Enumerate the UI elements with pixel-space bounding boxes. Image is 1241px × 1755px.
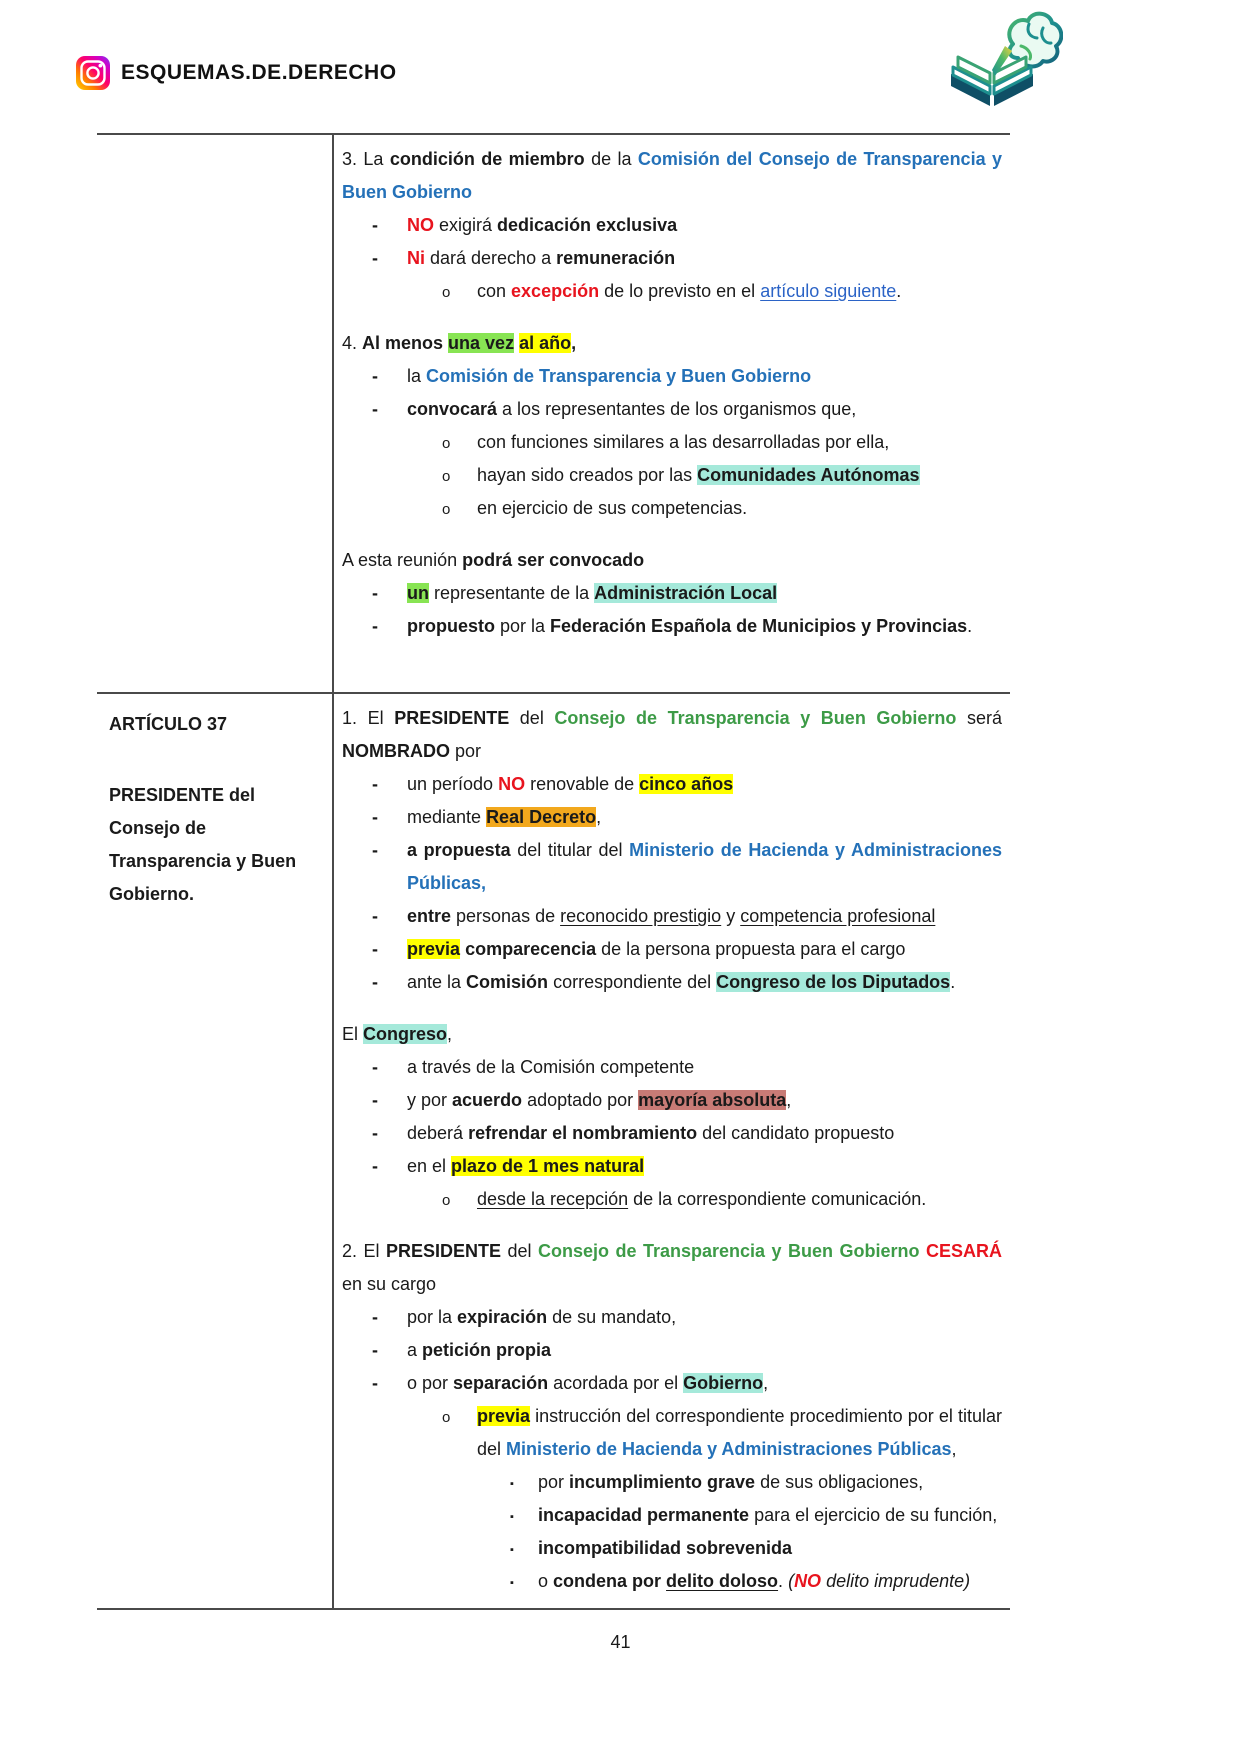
text-segment: en el [407, 1156, 452, 1176]
text-segment: entre [407, 906, 452, 926]
table-row-section-36 [97, 135, 1010, 692]
list-item [342, 900, 1002, 933]
list-item [342, 1400, 1002, 1466]
text-segment: incapacidad permanente [538, 1505, 750, 1525]
text-segment: mayoría absoluta [638, 1090, 787, 1110]
text-segment: petición propia [422, 1340, 552, 1360]
text-segment: CESARÁ [925, 1241, 1002, 1261]
text-segment: Comisión [466, 972, 549, 992]
text-segment: competencia profesional [740, 906, 936, 926]
bullet-marker: ▪ [510, 1577, 514, 1589]
instagram-icon [75, 55, 111, 91]
bullet-marker: - [372, 972, 378, 992]
bullet-marker: ▪ [510, 1511, 514, 1523]
text-segment: Consejo de Transparencia y Buen Gobierno [554, 708, 957, 728]
bullet-marker: o [442, 1192, 451, 1209]
text-segment: acordada por el [548, 1373, 684, 1393]
text-segment: una vez [448, 333, 515, 353]
text-segment: ante la [407, 972, 467, 992]
text-segment: refrendar el nombramiento [468, 1123, 698, 1143]
article-content-cell [332, 135, 1010, 692]
text-segment: del candidato propuesto [697, 1123, 895, 1143]
bullet-marker: - [372, 1340, 378, 1360]
text-segment: instrucción del correspondiente procedimiento por el titular del [477, 1406, 1002, 1459]
page-footer [0, 1632, 1241, 1653]
bullet-marker: - [372, 807, 378, 827]
text-segment: mediante [407, 807, 487, 827]
text-segment: o [538, 1571, 554, 1591]
list-item [342, 1466, 1002, 1499]
text-segment: para el ejercicio de su función, [749, 1505, 998, 1525]
bullet-marker: - [372, 906, 378, 926]
bullet-marker: - [372, 939, 378, 959]
bullet-marker: ▪ [510, 1478, 514, 1490]
list-item [342, 1532, 1002, 1565]
text-segment: renovable de [525, 774, 640, 794]
text-segment: desde la recepción [477, 1189, 629, 1209]
bullet-marker: - [372, 1373, 378, 1393]
text-segment: de la persona propuesta para el cargo [596, 939, 906, 959]
text-segment: previa [477, 1406, 531, 1426]
text-segment: NO [794, 1571, 822, 1591]
text-segment: plazo de 1 mes natural [451, 1156, 645, 1176]
text-segment: expiración [457, 1307, 548, 1327]
list-item [342, 801, 1002, 834]
bullet-marker: - [372, 1090, 378, 1110]
text-segment: delito doloso [666, 1571, 779, 1591]
bullet-marker: - [372, 840, 378, 860]
text-segment: hayan sido creados por las [477, 465, 698, 485]
text-segment: . [950, 972, 956, 992]
text-segment: acuerdo [452, 1090, 523, 1110]
list-item [342, 1565, 1002, 1598]
text-segment: . [896, 281, 902, 301]
text-segment: , [951, 1439, 957, 1459]
text-segment: y por [407, 1090, 453, 1110]
list-item [342, 1183, 1002, 1216]
text-segment: con funciones similares a las desarrolladas por ella, [477, 432, 890, 452]
text-segment: correspondiente del [548, 972, 717, 992]
list-item [342, 768, 1002, 801]
list-item [342, 933, 1002, 966]
spacer [109, 741, 322, 760]
text-segment: . [967, 616, 973, 636]
text-segment: incumplimiento grave [569, 1472, 756, 1492]
list-item [342, 1334, 1002, 1367]
text-segment: reconocido prestigio [560, 906, 722, 926]
text-segment: NO [407, 215, 434, 235]
paragraph [109, 708, 322, 741]
text-segment: 1. El [342, 708, 395, 728]
paragraph [342, 1018, 1002, 1051]
text-segment: delito imprudente) [821, 1571, 971, 1591]
bullet-marker: o [442, 284, 451, 301]
list-item [342, 1367, 1002, 1400]
text-segment: . [778, 1571, 789, 1591]
text-segment: PRESIDENTE del Consejo de Transparencia y Buen Gobierno. [109, 785, 297, 904]
text-segment: dará derecho a [425, 248, 557, 268]
text-segment: y [721, 906, 741, 926]
table-row-article-37 [97, 692, 1010, 1608]
text-segment: dedicación exclusiva [497, 215, 678, 235]
list-item [342, 1084, 1002, 1117]
text-segment: al año [519, 333, 572, 353]
text-segment: de su mandato, [547, 1307, 677, 1327]
text-segment: Ministerio de Hacienda y Administraciones Públicas [506, 1439, 952, 1459]
paragraph [342, 1235, 1002, 1301]
list-item [342, 360, 1002, 393]
list-item [342, 242, 1002, 275]
list-item [342, 1301, 1002, 1334]
text-segment: de lo previsto en el [599, 281, 761, 301]
text-segment: a [407, 1340, 423, 1360]
brand-name: ESQUEMAS.DE.DERECHO [121, 61, 397, 84]
text-segment: Ni [407, 248, 425, 268]
text-segment: convocará [407, 399, 498, 419]
text-segment: Consejo de Transparencia y Buen Gobierno [538, 1241, 920, 1261]
text-segment: 3. La [342, 149, 390, 169]
bullet-marker: - [372, 248, 378, 268]
text-segment: A esta reunión [342, 550, 463, 570]
text-segment: previa [407, 939, 461, 959]
text-segment: por [450, 741, 482, 761]
text-segment: en su cargo [342, 1274, 437, 1294]
text-segment: condición de miembro [389, 149, 585, 169]
text-segment: por la [495, 616, 551, 636]
schema-table [97, 133, 1010, 1610]
article-content-cell [332, 694, 1010, 1608]
list-item [342, 577, 1002, 610]
brain-book-logo [933, 8, 1063, 112]
text-segment: un período [407, 774, 499, 794]
spacer [342, 525, 1002, 544]
text-segment: de la correspondiente comunicación. [628, 1189, 927, 1209]
bullet-marker: - [372, 399, 378, 419]
paragraph [342, 702, 1002, 768]
text-segment: NO [498, 774, 526, 794]
list-item [342, 966, 1002, 999]
paragraph [342, 327, 1002, 360]
article-label-cell [97, 135, 332, 692]
brain-shape [1009, 14, 1061, 67]
paragraph [342, 143, 1002, 209]
page-number: 41 [610, 1632, 631, 1652]
text-segment: con [477, 281, 512, 301]
text-segment: Comisión de Transparencia y Buen Gobierno [426, 366, 812, 386]
list-item [342, 1150, 1002, 1183]
text-segment: Ministerio de Hacienda y Administraciones Públicas, [407, 840, 1003, 893]
text-segment: separación [453, 1373, 549, 1393]
text-segment: remuneración [556, 248, 676, 268]
text-segment: Comisión del Consejo de Transparencia y Buen Gobierno [342, 149, 1002, 202]
text-segment: un [407, 583, 429, 603]
text-segment: del [509, 708, 555, 728]
text-segment: comparecencia [465, 939, 597, 959]
paragraph [342, 544, 1002, 577]
text-segment: ( [788, 1571, 795, 1591]
text-segment: , [447, 1024, 453, 1044]
text-segment: incompatibilidad sobrevenida [538, 1538, 793, 1558]
paragraph [109, 779, 322, 911]
bullet-marker: - [372, 1057, 378, 1077]
text-segment: del titular del [510, 840, 630, 860]
bullet-marker: ▪ [510, 1544, 514, 1556]
bullet-marker: - [372, 774, 378, 794]
text-segment: del [501, 1241, 538, 1261]
text-segment: a propuesta [407, 840, 511, 860]
list-item [342, 492, 1002, 525]
text-segment: en ejercicio de sus competencias. [477, 498, 748, 518]
text-segment: Gobierno [683, 1373, 764, 1393]
text-segment: de sus obligaciones, [755, 1472, 924, 1492]
bullet-marker: - [372, 616, 378, 636]
list-item [342, 834, 1002, 900]
bullet-marker: - [372, 583, 378, 603]
text-segment: 4. [342, 333, 363, 353]
text-segment: exigirá [434, 215, 498, 235]
article-link[interactable]: artículo siguiente [760, 281, 897, 301]
text-segment: Congreso de los Diputados [716, 972, 951, 992]
bullet-marker: - [372, 1156, 378, 1176]
bullet-marker: o [442, 501, 451, 518]
bullet-marker: o [442, 1409, 451, 1426]
text-segment: propuesto [407, 616, 495, 636]
list-item [342, 1051, 1002, 1084]
text-segment: Federación Española de Municipios y Provincias [550, 616, 968, 636]
bullet-marker: - [372, 1307, 378, 1327]
bullet-marker: - [372, 366, 378, 386]
bullet-marker: o [442, 435, 451, 452]
list-item [342, 393, 1002, 426]
text-segment: , [786, 1090, 792, 1110]
brand [75, 55, 397, 91]
text-segment: Real Decreto [486, 807, 597, 827]
list-item [342, 426, 1002, 459]
text-segment: Congreso [363, 1024, 448, 1044]
spacer [342, 1216, 1002, 1235]
text-segment: NOMBRADO [342, 741, 450, 761]
bullet-marker: - [372, 215, 378, 235]
text-segment: personas de [451, 906, 561, 926]
text-segment: cinco años [639, 774, 734, 794]
text-segment: o por [407, 1373, 454, 1393]
spacer [342, 999, 1002, 1018]
text-segment: representante de la [429, 583, 595, 603]
text-segment: excepción [511, 281, 600, 301]
list-item [342, 275, 1002, 308]
bullet-marker: o [442, 468, 451, 485]
list-item [342, 459, 1002, 492]
text-segment: , [763, 1373, 769, 1393]
text-segment: 2. El [342, 1241, 386, 1261]
spacer [342, 308, 1002, 327]
text-segment: a los representantes de los organismos que, [497, 399, 857, 419]
text-segment: adoptado por [522, 1090, 639, 1110]
bullet-marker: - [372, 1123, 378, 1143]
text-segment: por [538, 1472, 570, 1492]
text-segment: Administración Local [594, 583, 778, 603]
list-item [342, 209, 1002, 242]
spacer [109, 760, 322, 779]
text-segment: deberá [407, 1123, 469, 1143]
text-segment: ARTÍCULO 37 [109, 714, 228, 734]
text-segment: a través de la Comisión competente [407, 1057, 695, 1077]
text-segment: PRESIDENTE [394, 708, 510, 728]
text-segment: Al menos [362, 333, 449, 353]
text-segment: la [407, 366, 427, 386]
article-label-cell [97, 694, 332, 1608]
text-segment: PRESIDENTE [385, 1241, 502, 1261]
text-segment: por la [407, 1307, 458, 1327]
list-item [342, 1499, 1002, 1532]
text-segment: condena por [553, 1571, 662, 1591]
text-segment: será [956, 708, 1002, 728]
text-segment: Comunidades Autónomas [697, 465, 920, 485]
text-segment: podrá ser convocado [462, 550, 645, 570]
text-segment: , [571, 333, 577, 353]
list-item [342, 1117, 1002, 1150]
text-segment: de la [584, 149, 638, 169]
text-segment: El [342, 1024, 364, 1044]
text-segment: , [596, 807, 602, 827]
list-item [342, 610, 1002, 643]
